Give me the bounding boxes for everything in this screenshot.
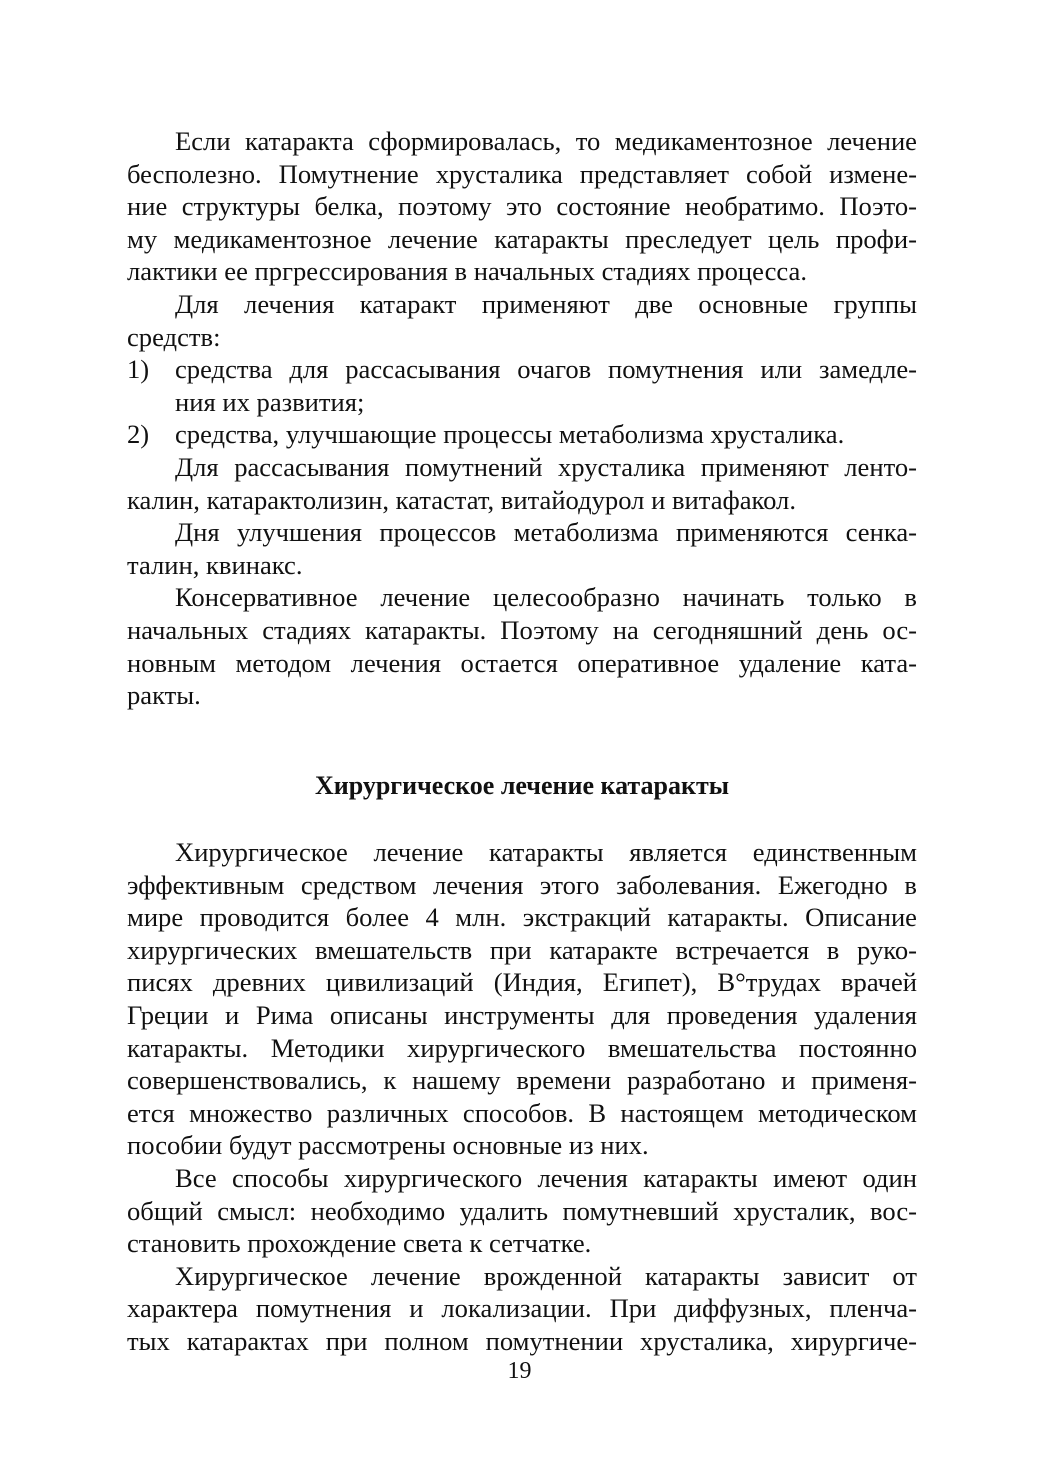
text-line: лактики ее пргрессирования в начальных стадиях процесса. [127, 256, 807, 287]
text-line: становить прохождение света к сетчатке. [127, 1228, 592, 1259]
paragraph [127, 1260, 917, 1358]
page-number: 19 [507, 1358, 532, 1384]
text-line: начальных стадиях катаракты. Поэтому на сегодняшний день ос- [127, 614, 917, 645]
text-line: Если катаракта сформировалась, то медикаментозное лечение [175, 126, 917, 156]
text-line: новным методом лечения остается оперативное удаление ката- [127, 647, 917, 678]
text-line: катаракты. Методики хирургического вмешательства постоянно [127, 1032, 917, 1063]
paragraph [127, 836, 917, 1162]
paragraph [127, 581, 917, 711]
list-item-number: 2) [127, 419, 150, 450]
paragraph [127, 125, 917, 288]
list-item-text: ния их развития; [175, 386, 365, 417]
text-line: мире проводится более 4 млн. экстракций катаракты. Описание [127, 902, 917, 933]
text-line: хирургических вмешательств при катаракте встречается в руко- [127, 934, 917, 965]
text-line: характера помутнения и локализации. При диффузных, пленча- [127, 1293, 917, 1324]
text-line: му медикаментозное лечение катаракты преследует цель профи- [127, 223, 917, 254]
list-item-number: 1) [127, 354, 150, 385]
text-line: Все способы хирургического лечения катаракты имеют один [175, 1162, 917, 1193]
text-line: Хирургическое лечение врожденной катаракты зависит от [175, 1260, 917, 1291]
text-line: средств: [127, 321, 221, 352]
text-line: ракты. [127, 680, 201, 711]
text-line: бесполезно. Помутнение хрусталика представляет собой измене- [127, 158, 917, 189]
list-item [127, 418, 917, 451]
numbered-list [127, 353, 917, 451]
list-item [127, 353, 917, 386]
list-item-text: средства, улучшающие процессы метаболизма хрусталика. [175, 419, 845, 450]
text-line: ется множество различных способов. В настоящем методическом [127, 1097, 917, 1128]
paragraph [127, 1162, 917, 1260]
section-body [127, 836, 917, 1358]
text-line: Для рассасывания помутнений хрусталика применяют ленто- [175, 451, 917, 482]
text-line: Греции и Рима описаны инструменты для проведения удаления [127, 999, 917, 1030]
text-line: эффективным средством лечения этого заболевания. Ежегодно в [127, 869, 917, 900]
paragraph [127, 288, 917, 353]
text-line: ние структуры белка, поэтому это состояние необратимо. Поэто- [127, 191, 917, 222]
paragraph [127, 516, 917, 581]
paragraph [127, 451, 917, 516]
text-line: Дня улучшения процессов метаболизма применяются сенка- [175, 517, 917, 548]
text-line: совершенствовались, к нашему времени разработано и применя- [127, 1065, 917, 1096]
list-item-continuation [127, 386, 917, 419]
text-line: Консервативное лечение целесообразно начинать только в [175, 582, 917, 613]
text-line: тых катарактах при полном помутнении хрусталика, хирургиче- [127, 1325, 917, 1356]
list-item-text: средства для рассасывания очагов помутнения или замедле- [175, 354, 917, 385]
section-heading: Хирургическое лечение катаракты [314, 771, 730, 800]
text-line: писях древних цивилизаций (Индия, Египет), В°трудах врачей [127, 967, 917, 998]
text-line: пособии будут рассмотрены основные из них. [127, 1130, 649, 1161]
text-line: калин, катарактолизин, катастат, витайодурол и витафакол. [127, 484, 796, 515]
text-line: общий смысл: необходимо удалить помутневший хрусталик, вос- [127, 1195, 917, 1226]
text-line: талин, квинакс. [127, 549, 303, 580]
text-line: Хирургическое лечение катаракты является единственным [175, 837, 917, 867]
text-line: Для лечения катаракт применяют две основные группы [175, 288, 917, 319]
page-body [127, 125, 917, 1356]
